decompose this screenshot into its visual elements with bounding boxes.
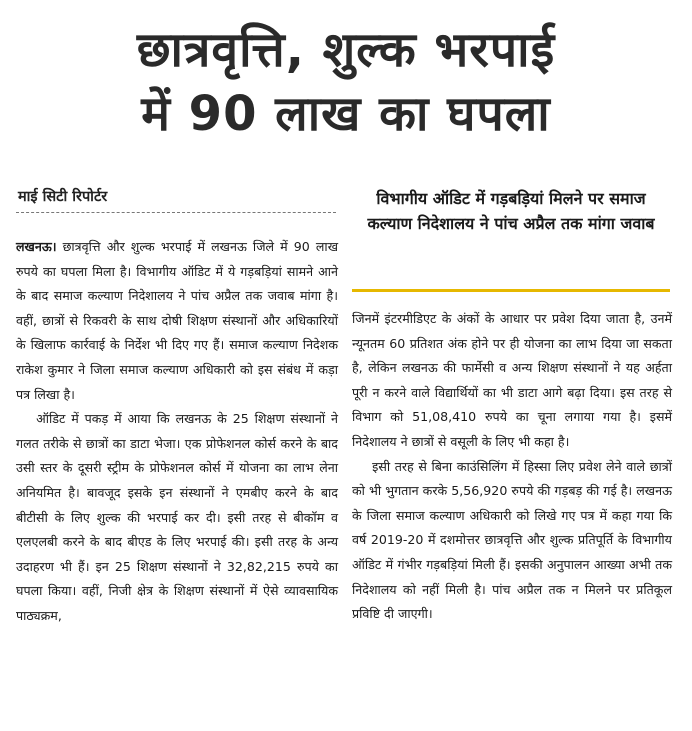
- byline-divider: [16, 212, 336, 213]
- deck-subheadline: विभागीय ऑडिट में गड़बड़ियां मिलने पर समाज कल्याण निदेशालय ने पांच अप्रैल तक मांगा जवाब: [367, 189, 655, 233]
- left-paragraph-1: [16, 235, 338, 407]
- left-column: [16, 235, 338, 629]
- byline: माई सिटी रिपोर्टर: [18, 189, 108, 205]
- deck-divider: [352, 289, 670, 292]
- headline-line-1: छात्रवृत्ति, शुल्क भरपाई: [136, 22, 556, 78]
- left-paragraph-2: ऑडिट में पकड़ में आया कि लखनऊ के 25 शिक्षण संस्थानों ने गलत तरीके से छात्रों का डाटा भेजा। एक प्रोफेशनल कोर्स करने के बाद उसी स्तर के दूसरी स्ट्रीम के प्रोफेशनल कोर्स में योजना का लाभ लेना अनियमित है। बावजूद इसके इन संस्थानों ने एमबीए करने के बाद बीटीसी के लिए शुल्क की भरपाई कर दी। इसी तरह से बीकॉम व एलएलबी करने के बाद बीएड के लिए भरपाई की। इसी तरह के अन्य उदाहरण भी हैं। इन 25 शिक्षण संस्थानों ने 32,82,215 रुपये का घपला किया। वहीं, निजी क्षेत्र के शिक्षण संस्थानों में ऐसे व्यावसायिक पाठ्यक्रम,: [16, 411, 338, 623]
- left-paragraph-1-text: छात्रवृत्ति और शुल्क भरपाई में लखनऊ जिले में 90 लाख रुपये का घपला मिला है। विभागीय ऑडिट में ये गड़बड़ियां सामने आने के बाद समाज कल्याण निदेशालय ने पांच अप्रैल तक जवाब मांगा है। वहीं, छात्रों से रिकवरी के साथ दोषी शिक्षण संस्थानों और अधिकारियों के खिलाफ कार्रवाई के निर्देश भी दिए गए हैं। समाज कल्याण निदेशक राकेश कुमार ने जिला समाज कल्याण अधिकारी को इस संबंध में कड़ा पत्र लिखा है।: [16, 239, 338, 402]
- headline: [0, 18, 692, 146]
- headline-line-2: में 90 लाख का घपला: [141, 86, 551, 142]
- right-column: [352, 307, 672, 627]
- right-paragraph-1: जिनमें इंटरमीडिएट के अंकों के आधार पर प्रवेश दिया जाता है, उनमें न्यूनतम 60 प्रतिशत अंक होने पर ही योजना का लाभ दिया जा सकता है, लेकिन लखनऊ की फार्मेसी व अन्य शिक्षण संस्थानों ने यह अर्हता पूरी न करने वाले विद्यार्थियों का भी डाटा आगे बढ़ा दिया। इस तरह से विभाग को 51,08,410 रुपये का चूना लगाया गया है। इसमें निदेशालय ने छात्रों से वसूली के लिए भी कहा है।: [352, 311, 672, 449]
- dateline: लखनऊ।: [16, 239, 57, 254]
- right-paragraph-2: इसी तरह से बिना काउंसिलिंग में हिस्सा लिए प्रवेश लेने वाले छात्रों को भी भुगतान करके 5,56,920 रुपये की गड़बड़ की गई है। लखनऊ के जिला समाज कल्याण अधिकारी को लिखे गए पत्र में कहा गया कि वर्ष 2019-20 में दशमोत्तर छात्रवृत्ति और शुल्क प्रतिपूर्ति के विभागीय ऑडिट में गंभीर गड़बड़ियां मिली हैं। इसकी अनुपालन आख्या अभी तक निदेशालय को नहीं मिली है। पांच अप्रैल तक न मिलने पर प्रतिकूल प्रविष्टि दी जाएगी।: [352, 458, 672, 622]
